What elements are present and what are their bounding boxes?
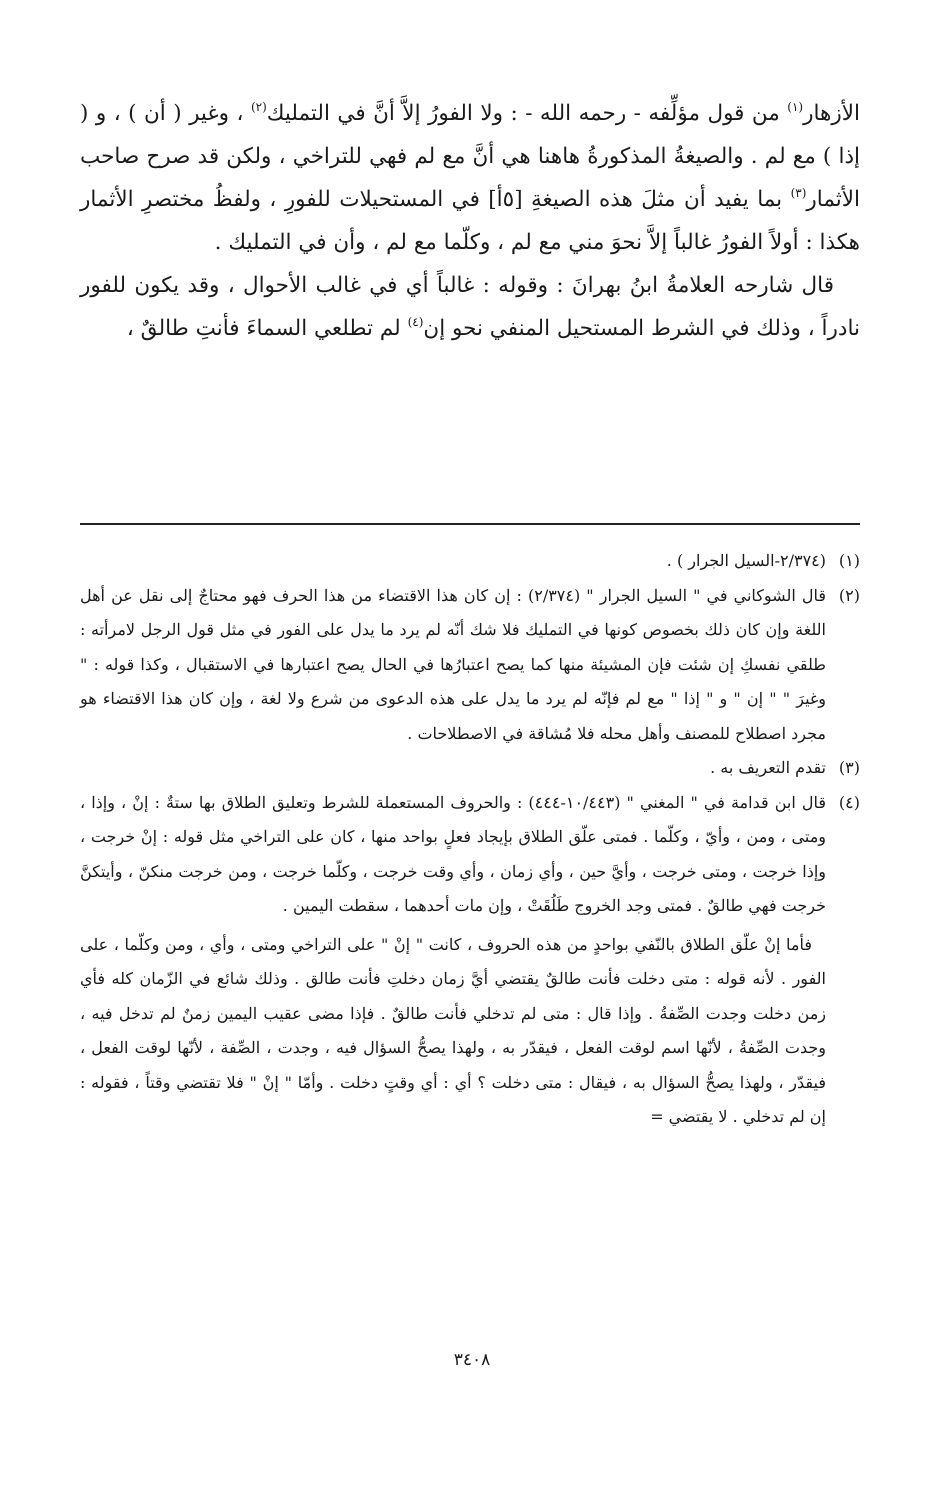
footnote-2: [80, 579, 860, 752]
page-number: ٣٤٠٨: [453, 1350, 491, 1370]
footnote-ref-3: (٣): [790, 186, 807, 200]
footnote-text: قال الشوكاني في " السيل الجرار " (٢/٣٧٤) : إن كان هذا الاقتضاء من هذا الحرف فهو محتاجٌ إلى نقل عن أهل اللغة وإن كان ذلك بخصوص كونها في التمليك فلا شك أنّه لم يرد ما يدل على الفور في مثل قول الرجل لامرأته : طلقي نفسكِ إن شئت فإن المشيئة منها كما يصح اعتبارُها في الحال يصح اعتبارها في الاستقبال ، وكذا قوله : " وغيرَ " " إن " و " إذا " مع لم فإنّه لم يرد ما يدل على هذه الدعوى من شرع ولا لغة ، وإن كان هذا الاقتضاء هو مجرد اصطلاح للمصنف وأهل محله فلا مُشاقة في الاصطلاحات .: [80, 585, 826, 743]
footnote-4: [80, 786, 860, 1135]
footnote-3: [80, 751, 860, 786]
footnote-number: (٣): [838, 758, 860, 777]
main-text-run: بما يفيد أن مثلَ هذه الصيغةِ [٥أ] في المستحيلات للفورِ ، ولفظُ مختصرِ الأثمار هكذا : أولاً الفورُ غالباً إلاَّ نحوَ مني مع لم ، وكلّما مع لم ، وأن في التمليك .: [80, 187, 860, 255]
footnote-text: (٢/٣٧٤-السيل الجرار ) .: [666, 551, 826, 570]
footnote-number: (٤): [838, 792, 860, 812]
page: [80, 92, 860, 1126]
footnote-ref-2: (٢): [250, 100, 267, 114]
footnotes: [80, 544, 860, 1135]
main-text-run: لم تطلعي السماءَ فأنتِ طالقٌ ،: [126, 316, 408, 341]
main-text-run: ، وغير ( أن ) ، و ( إذا ) مع لم . والصيغةُ المذكورةُ هاهنا هي أنَّ مع لم فهي للتراخي ، ولكن قد صرح صاحب الأثمار: [80, 101, 860, 212]
main-text-run: من قول مؤلِّفه - رحمه الله - : ولا الفورُ إلاَّ أنَّ في التمليك: [266, 101, 788, 126]
main-paragraph-2: [80, 264, 860, 350]
footnote-ref-4: (٤): [407, 315, 424, 329]
footnote-ref-1: (١): [787, 100, 804, 114]
main-text-run: قال شارحه العلامةُ ابنُ بهرانَ : وقوله : غالباً أي في غالب الأحوال ، وقد يكون للفور نادراً ، وذلك في الشرط المستحيل المنفي نحو إن: [80, 273, 860, 341]
footnote-number: (١): [838, 551, 860, 570]
main-paragraph-1: [80, 92, 860, 264]
footnote-text: تقدم التعريف به .: [710, 758, 826, 777]
footnote-number: (٢): [838, 585, 860, 605]
footnote-text: قال ابن قدامة في " المغني " (١٠/٤٤٣-٤٤٤) : والحروف المستعملة للشرط وتعليق الطلاق بها ستةٌ : إنْ ، وإذا ، ومتى ، ومن ، وأيّ ، وكلّما . فمتى علّق الطلاق بإيجاد فعلٍ بواحد منها ، كان على التراخي مثل قوله : إنْ خرجت ، وإذا خرجت ، ومتى خرجت ، وأيَّ حين ، وأي زمان ، وأي وقت خرجت ، وكلّما خرجت ، ومن خرجت منكنّ ، وأيتكنَّ خرجت فهي طالقٌ . فمتى وجد الخروج طَلُقَتْ ، وإن مات أحدهما ، سقطت اليمين .: [80, 792, 826, 915]
footnote-1: [80, 544, 860, 579]
footnote-separator: [80, 523, 860, 525]
footnote-text-continued: فأما إنْ علّق الطلاق بالنّفي بواحدٍ من هذه الحروف ، كانت " إنْ " على التراخي ومتى ، وأي ، ومن وكلّما ، على الفور . لأنه قوله : متى دخلت فأنت طالقٌ يقتضي أيَّ زمان دخلتِ فأنت طالق . وذلك شائع في الزّمان كله فأي زمن دخلت وجدت الصِّفةُ . وإذا قال : متى لم تدخلي فأنت طالقٌ . فإذا مضى عقيب اليمين زمنٌ لم تدخل فيه ، وجدت الصِّفةُ ، لأنّها اسم لوقت الفعل ، فيقدّر به ، ولهذا يصحُّ السؤال فيه ، وجدت ، الصِّفة ، لأنّها لوقت الفعل ، فيقدّر ، ولهذا يصحُّ السؤال به ، فيقال : متى دخلت ؟ أي : أي وقتٍ دخلت . وأمّا " إنْ " فلا تقتضي وقتاً ، فقوله : إن لم تدخلي . لا يقتضي =: [80, 934, 826, 1126]
main-text: [80, 92, 860, 350]
main-text-run: الأزهار: [803, 101, 860, 126]
